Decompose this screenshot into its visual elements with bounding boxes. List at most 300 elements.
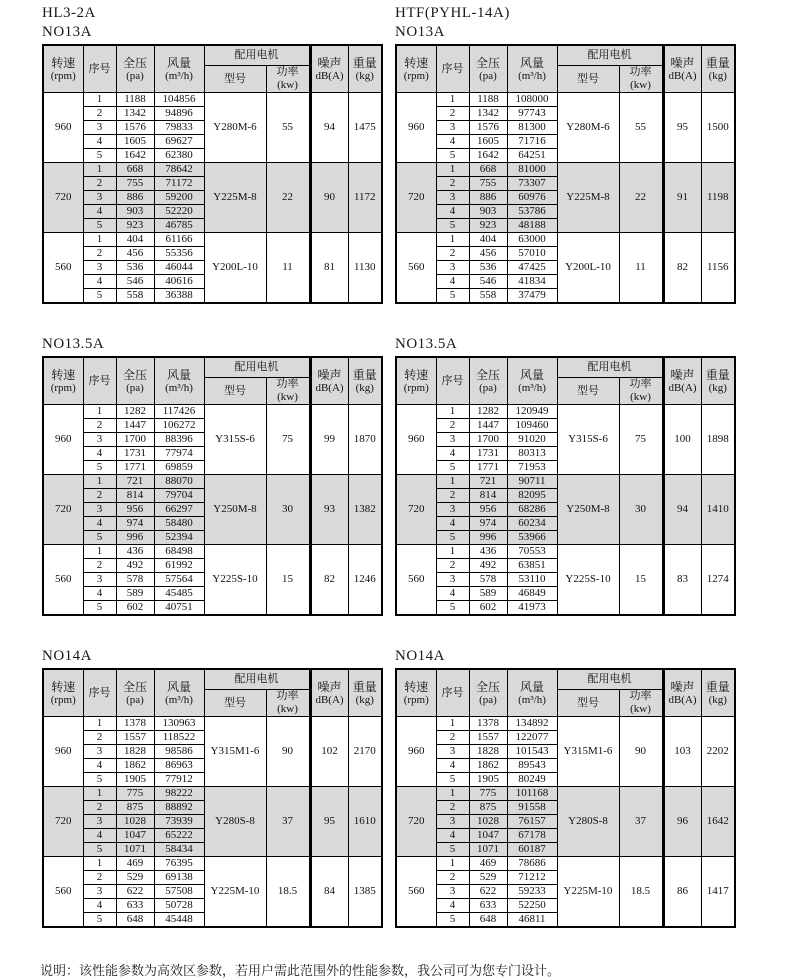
col-header-pressure <box>116 357 154 405</box>
flow-cell: 60187 <box>507 843 557 857</box>
header-label: 噪声 <box>670 55 695 70</box>
col-header-noise <box>663 45 701 93</box>
header-unit: (m³/h) <box>518 693 546 706</box>
seq-cell: 2 <box>436 247 469 261</box>
rpm-cell: 720 <box>396 787 436 857</box>
flow-cell: 109460 <box>507 419 557 433</box>
table-title: HTF(PYHL-14A) <box>395 5 510 21</box>
flow-cell: 78642 <box>154 163 204 177</box>
flow-cell: 45448 <box>154 913 204 928</box>
rpm-cell: 960 <box>43 717 83 787</box>
col-header-pressure <box>469 357 507 405</box>
flow-cell: 46811 <box>507 913 557 928</box>
noise-cell: 91 <box>663 163 701 233</box>
col-header-weight <box>701 669 735 717</box>
pressure-cell: 1605 <box>469 135 507 149</box>
col-header-seq: 序号 <box>83 357 116 405</box>
header-unit: (m³/h) <box>518 69 546 82</box>
header-unit: (pa) <box>479 381 497 394</box>
col-header-flow <box>507 45 557 93</box>
pressure-cell: 1771 <box>469 461 507 475</box>
pressure-cell: 886 <box>469 191 507 205</box>
weight-cell: 2202 <box>701 717 735 787</box>
weight-cell: 1417 <box>701 857 735 928</box>
pressure-cell: 578 <box>469 573 507 587</box>
motor-power-cell: 55 <box>266 93 310 163</box>
header-unit: (pa) <box>126 381 144 394</box>
seq-cell: 4 <box>83 829 116 843</box>
tables-grid <box>0 4 800 959</box>
seq-cell: 1 <box>83 93 116 107</box>
motor-model-cell: Y225S-10 <box>557 545 619 616</box>
motor-power-cell: 37 <box>266 787 310 857</box>
col-header-flow <box>154 669 204 717</box>
flow-cell: 94896 <box>154 107 204 121</box>
header-label: 全压 <box>122 367 147 382</box>
header-unit: (kg) <box>708 69 727 82</box>
seq-cell: 2 <box>436 489 469 503</box>
seq-cell: 2 <box>436 801 469 815</box>
pressure-cell: 546 <box>116 275 154 289</box>
col-header-noise <box>663 357 701 405</box>
seq-cell: 5 <box>436 461 469 475</box>
pressure-cell: 1028 <box>469 815 507 829</box>
pressure-cell: 974 <box>469 517 507 531</box>
seq-cell: 3 <box>83 261 116 275</box>
motor-model-cell: Y315S-6 <box>557 405 619 475</box>
pressure-cell: 469 <box>469 857 507 871</box>
flow-cell: 58480 <box>154 517 204 531</box>
pressure-cell: 1447 <box>116 419 154 433</box>
motor-model-cell: Y280M-6 <box>204 93 266 163</box>
header-label: 全压 <box>475 367 500 382</box>
col-header-noise <box>310 357 348 405</box>
seq-cell: 2 <box>83 489 116 503</box>
flow-cell: 69627 <box>154 135 204 149</box>
flow-cell: 82095 <box>507 489 557 503</box>
pressure-cell: 1576 <box>469 121 507 135</box>
seq-cell: 4 <box>436 899 469 913</box>
header-label: 转速 <box>51 367 76 382</box>
header-label: 转速 <box>51 679 76 694</box>
rpm-cell: 720 <box>396 163 436 233</box>
pressure-cell: 1731 <box>469 447 507 461</box>
pressure-cell: 956 <box>116 503 154 517</box>
motor-model-cell: Y225M-8 <box>557 163 619 233</box>
flow-cell: 91558 <box>507 801 557 815</box>
seq-cell: 2 <box>83 731 116 745</box>
header-label: 风量 <box>166 55 191 70</box>
flow-cell: 61166 <box>154 233 204 247</box>
fan-spec-table <box>42 668 383 928</box>
flow-cell: 101543 <box>507 745 557 759</box>
flow-cell: 36388 <box>154 289 204 304</box>
col-header-power: 功率(kw) <box>266 66 310 93</box>
col-header-pressure <box>469 669 507 717</box>
flow-cell: 122077 <box>507 731 557 745</box>
header-unit: dB(A) <box>315 693 344 706</box>
col-header-rpm <box>396 45 436 93</box>
table-row <box>43 787 382 801</box>
rpm-cell: 960 <box>43 93 83 163</box>
seq-cell: 5 <box>83 289 116 304</box>
col-header-motor: 配用电机 <box>204 669 310 690</box>
col-header-weight <box>701 45 735 93</box>
seq-cell: 2 <box>83 247 116 261</box>
flow-cell: 76157 <box>507 815 557 829</box>
seq-cell: 5 <box>436 289 469 304</box>
flow-cell: 61992 <box>154 559 204 573</box>
pressure-cell: 1342 <box>469 107 507 121</box>
motor-model-cell: Y225M-10 <box>557 857 619 928</box>
pressure-cell: 755 <box>116 177 154 191</box>
col-header-motor: 配用电机 <box>557 669 663 690</box>
flow-cell: 60976 <box>507 191 557 205</box>
flow-cell: 37479 <box>507 289 557 304</box>
fan-spec-table <box>395 356 736 616</box>
pressure-cell: 436 <box>116 545 154 559</box>
header-unit: dB(A) <box>315 381 344 394</box>
seq-cell: 5 <box>83 219 116 233</box>
seq-cell: 1 <box>436 405 469 419</box>
col-header-pressure <box>469 45 507 93</box>
flow-cell: 108000 <box>507 93 557 107</box>
pressure-cell: 1828 <box>116 745 154 759</box>
table-title: NO13.5A <box>395 336 458 352</box>
seq-cell: 3 <box>83 885 116 899</box>
header-unit: (kg) <box>355 69 374 82</box>
col-header-power: 功率(kw) <box>266 690 310 717</box>
motor-power-cell: 22 <box>619 163 663 233</box>
flow-cell: 98586 <box>154 745 204 759</box>
pressure-cell: 622 <box>116 885 154 899</box>
pressure-cell: 602 <box>469 601 507 616</box>
motor-power-cell: 15 <box>619 545 663 616</box>
header-label: 重量 <box>352 679 377 694</box>
motor-model-cell: Y250M-8 <box>204 475 266 545</box>
pressure-cell: 578 <box>116 573 154 587</box>
flow-cell: 47425 <box>507 261 557 275</box>
seq-cell: 1 <box>436 93 469 107</box>
header-label: 全压 <box>122 679 147 694</box>
header-unit: (kg) <box>355 693 374 706</box>
seq-cell: 2 <box>83 419 116 433</box>
col-header-power: 功率(kw) <box>619 66 663 93</box>
col-header-pressure <box>116 669 154 717</box>
pressure-cell: 1642 <box>469 149 507 163</box>
pressure-cell: 648 <box>469 913 507 928</box>
table-row <box>396 93 735 107</box>
seq-cell: 2 <box>436 871 469 885</box>
flow-cell: 63000 <box>507 233 557 247</box>
flow-cell: 66297 <box>154 503 204 517</box>
pressure-cell: 923 <box>116 219 154 233</box>
pressure-cell: 648 <box>116 913 154 928</box>
rpm-cell: 960 <box>396 93 436 163</box>
header-unit: (rpm) <box>403 69 429 82</box>
table-row <box>43 233 382 247</box>
seq-cell: 4 <box>83 899 116 913</box>
header-unit: (pa) <box>126 69 144 82</box>
seq-cell: 5 <box>436 773 469 787</box>
flow-cell: 69138 <box>154 871 204 885</box>
flow-cell: 98222 <box>154 787 204 801</box>
pressure-cell: 1700 <box>116 433 154 447</box>
col-header-seq: 序号 <box>436 45 469 93</box>
pressure-cell: 1905 <box>116 773 154 787</box>
seq-cell: 5 <box>83 843 116 857</box>
seq-cell: 2 <box>83 559 116 573</box>
header-unit: (m³/h) <box>165 381 193 394</box>
flow-cell: 48188 <box>507 219 557 233</box>
table-block-0 <box>42 4 388 304</box>
pressure-cell: 529 <box>469 871 507 885</box>
header-label: 全压 <box>475 679 500 694</box>
noise-cell: 102 <box>310 717 348 787</box>
flow-cell: 50728 <box>154 899 204 913</box>
motor-model-cell: Y200L-10 <box>204 233 266 304</box>
pressure-cell: 1188 <box>116 93 154 107</box>
rpm-cell: 560 <box>396 857 436 928</box>
flow-cell: 88892 <box>154 801 204 815</box>
seq-cell: 4 <box>436 587 469 601</box>
col-header-noise <box>663 669 701 717</box>
rpm-cell: 560 <box>43 857 83 928</box>
header-unit: (rpm) <box>403 693 429 706</box>
col-header-model: 型号 <box>204 66 266 93</box>
flow-cell: 120949 <box>507 405 557 419</box>
header-label: 风量 <box>166 679 191 694</box>
fan-spec-table <box>395 668 736 928</box>
table-block-3 <box>395 335 741 616</box>
seq-cell: 4 <box>83 517 116 531</box>
table-row <box>396 233 735 247</box>
col-header-rpm <box>396 357 436 405</box>
header-unit: dB(A) <box>668 381 697 394</box>
noise-cell: 94 <box>310 93 348 163</box>
pressure-cell: 492 <box>469 559 507 573</box>
pressure-cell: 469 <box>116 857 154 871</box>
seq-cell: 4 <box>436 829 469 843</box>
pressure-cell: 404 <box>469 233 507 247</box>
motor-power-cell: 22 <box>266 163 310 233</box>
seq-cell: 1 <box>83 163 116 177</box>
seq-cell: 5 <box>436 843 469 857</box>
flow-cell: 53786 <box>507 205 557 219</box>
seq-cell: 2 <box>83 871 116 885</box>
seq-cell: 2 <box>436 177 469 191</box>
header-label: 重量 <box>705 679 730 694</box>
pressure-cell: 1047 <box>116 829 154 843</box>
noise-cell: 95 <box>310 787 348 857</box>
table-row <box>43 405 382 419</box>
seq-cell: 5 <box>83 531 116 545</box>
header-label: 风量 <box>519 367 544 382</box>
noise-cell: 100 <box>663 405 701 475</box>
header-unit: (m³/h) <box>518 381 546 394</box>
header-unit: dB(A) <box>315 69 344 82</box>
flow-cell: 78686 <box>507 857 557 871</box>
pressure-cell: 589 <box>469 587 507 601</box>
col-header-model: 型号 <box>557 66 619 93</box>
seq-cell: 3 <box>436 261 469 275</box>
col-header-flow <box>154 45 204 93</box>
pressure-cell: 1047 <box>469 829 507 843</box>
table-block-5 <box>395 647 741 928</box>
pressure-cell: 1282 <box>469 405 507 419</box>
pressure-cell: 1071 <box>116 843 154 857</box>
pressure-cell: 1447 <box>469 419 507 433</box>
col-header-weight <box>348 669 382 717</box>
flow-cell: 57010 <box>507 247 557 261</box>
flow-cell: 80249 <box>507 773 557 787</box>
flow-cell: 117426 <box>154 405 204 419</box>
col-header-flow <box>507 669 557 717</box>
flow-cell: 73939 <box>154 815 204 829</box>
rpm-cell: 960 <box>396 717 436 787</box>
seq-cell: 3 <box>436 815 469 829</box>
seq-cell: 4 <box>83 759 116 773</box>
flow-cell: 67178 <box>507 829 557 843</box>
header-label: 重量 <box>352 367 377 382</box>
flow-cell: 59233 <box>507 885 557 899</box>
motor-power-cell: 55 <box>619 93 663 163</box>
seq-cell: 1 <box>83 475 116 489</box>
seq-cell: 4 <box>83 447 116 461</box>
col-header-motor: 配用电机 <box>557 45 663 66</box>
motor-power-cell: 75 <box>266 405 310 475</box>
pressure-cell: 875 <box>116 801 154 815</box>
weight-cell: 1642 <box>701 787 735 857</box>
motor-power-cell: 75 <box>619 405 663 475</box>
pressure-cell: 875 <box>469 801 507 815</box>
rpm-cell: 560 <box>396 233 436 304</box>
table-block-2 <box>42 335 388 616</box>
seq-cell: 1 <box>436 475 469 489</box>
seq-cell: 1 <box>83 233 116 247</box>
seq-cell: 3 <box>83 433 116 447</box>
weight-cell: 1500 <box>701 93 735 163</box>
col-header-weight <box>348 357 382 405</box>
pressure-cell: 1557 <box>469 731 507 745</box>
seq-cell: 4 <box>83 205 116 219</box>
header-label: 全压 <box>475 55 500 70</box>
pressure-cell: 546 <box>469 275 507 289</box>
flow-cell: 97743 <box>507 107 557 121</box>
pressure-cell: 456 <box>116 247 154 261</box>
seq-cell: 1 <box>436 545 469 559</box>
header-unit: (rpm) <box>50 69 76 82</box>
motor-power-cell: 18.5 <box>266 857 310 928</box>
rpm-cell: 560 <box>43 233 83 304</box>
seq-cell: 3 <box>83 121 116 135</box>
seq-cell: 1 <box>83 717 116 731</box>
seq-cell: 4 <box>436 759 469 773</box>
seq-cell: 3 <box>83 573 116 587</box>
seq-cell: 5 <box>436 531 469 545</box>
flow-cell: 52220 <box>154 205 204 219</box>
header-unit: (m³/h) <box>165 69 193 82</box>
noise-cell: 86 <box>663 857 701 928</box>
flow-cell: 77974 <box>154 447 204 461</box>
rpm-cell: 720 <box>43 163 83 233</box>
table-row <box>396 475 735 489</box>
seq-cell: 5 <box>83 773 116 787</box>
motor-model-cell: Y225M-8 <box>204 163 266 233</box>
pressure-cell: 1188 <box>469 93 507 107</box>
col-header-rpm <box>43 357 83 405</box>
noise-cell: 83 <box>663 545 701 616</box>
noise-cell: 93 <box>310 475 348 545</box>
flow-cell: 101168 <box>507 787 557 801</box>
pressure-cell: 1731 <box>116 447 154 461</box>
flow-cell: 73307 <box>507 177 557 191</box>
weight-cell: 1172 <box>348 163 382 233</box>
seq-cell: 3 <box>436 885 469 899</box>
flow-cell: 62380 <box>154 149 204 163</box>
pressure-cell: 622 <box>469 885 507 899</box>
header-unit: (kg) <box>355 381 374 394</box>
flow-cell: 55356 <box>154 247 204 261</box>
flow-cell: 59200 <box>154 191 204 205</box>
table-title: HL3-2A <box>42 5 96 21</box>
motor-power-cell: 11 <box>266 233 310 304</box>
header-label: 全压 <box>122 55 147 70</box>
col-header-seq: 序号 <box>83 45 116 93</box>
seq-cell: 5 <box>83 461 116 475</box>
seq-cell: 5 <box>436 149 469 163</box>
flow-cell: 60234 <box>507 517 557 531</box>
table-row <box>43 475 382 489</box>
pressure-cell: 903 <box>116 205 154 219</box>
weight-cell: 1130 <box>348 233 382 304</box>
col-header-noise <box>310 45 348 93</box>
motor-model-cell: Y315S-6 <box>204 405 266 475</box>
flow-cell: 69859 <box>154 461 204 475</box>
table-title: NO13A <box>42 24 92 40</box>
pressure-cell: 1862 <box>116 759 154 773</box>
pressure-cell: 404 <box>116 233 154 247</box>
header-label: 噪声 <box>317 55 342 70</box>
rpm-cell: 720 <box>43 475 83 545</box>
seq-cell: 1 <box>436 717 469 731</box>
flow-cell: 104856 <box>154 93 204 107</box>
motor-model-cell: Y225M-10 <box>204 857 266 928</box>
flow-cell: 118522 <box>154 731 204 745</box>
table-block-4 <box>42 647 388 928</box>
header-label: 重量 <box>352 55 377 70</box>
pressure-cell: 1071 <box>469 843 507 857</box>
footnote: 说明：该性能参数为高效区参数，若用户需此范围外的性能参数，我公司可为您专门设计。 <box>40 963 561 978</box>
header-unit: (rpm) <box>50 693 76 706</box>
seq-cell: 3 <box>83 745 116 759</box>
col-header-motor: 配用电机 <box>557 357 663 378</box>
table-row <box>396 163 735 177</box>
rpm-cell: 960 <box>43 405 83 475</box>
seq-cell: 1 <box>83 787 116 801</box>
flow-cell: 45485 <box>154 587 204 601</box>
pressure-cell: 996 <box>469 531 507 545</box>
header-label: 风量 <box>519 679 544 694</box>
pressure-cell: 633 <box>116 899 154 913</box>
header-unit: (rpm) <box>50 381 76 394</box>
pressure-cell: 886 <box>116 191 154 205</box>
flow-cell: 86963 <box>154 759 204 773</box>
col-header-power: 功率(kw) <box>619 378 663 405</box>
seq-cell: 1 <box>83 857 116 871</box>
pressure-cell: 668 <box>469 163 507 177</box>
seq-cell: 3 <box>436 191 469 205</box>
